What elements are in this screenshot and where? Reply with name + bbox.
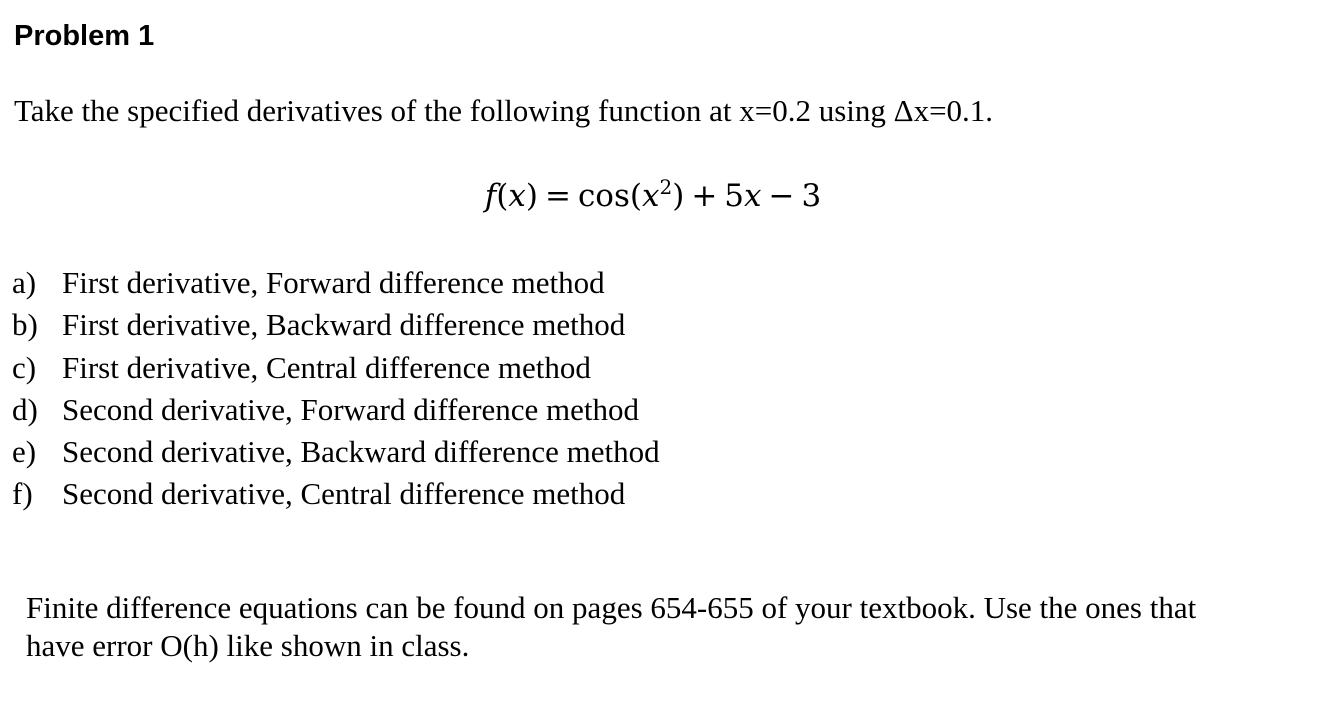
task-text: Second derivative, Central difference method [62, 476, 626, 512]
task-marker: e) [12, 434, 37, 470]
cos-function: cos [577, 178, 630, 214]
task-marker: f) [12, 476, 33, 512]
task-list [12, 262, 660, 516]
task-marker: a) [12, 265, 37, 300]
problem-intro: Take the specified derivatives of the following function at x=0.2 using Δx=0.1. [14, 93, 994, 128]
function-name: f [484, 178, 497, 214]
cos-variable: x [641, 178, 660, 214]
note-line: Finite difference equations can be found on pages 654-655 of your textbook. Use the ones that [26, 590, 1197, 625]
task-text: First derivative, Forward difference method [62, 265, 605, 300]
linear-variable: x [744, 178, 762, 214]
minus-sign: − [768, 178, 795, 214]
lhs-paren-open: ( [496, 178, 509, 214]
problem-title: Problem 1 [14, 20, 155, 52]
task-marker: d) [12, 391, 38, 427]
equation-body [485, 176, 821, 216]
task-text: First derivative, Central difference method [62, 349, 591, 385]
cos-paren-open: ( [629, 178, 642, 214]
task-item [12, 347, 660, 389]
cos-paren-close: ) [672, 178, 685, 214]
exponent: 2 [659, 175, 673, 199]
constant: 3 [801, 178, 822, 214]
task-item [12, 473, 660, 515]
lhs-variable: x [508, 178, 526, 214]
task-text: Second derivative, Forward difference method [62, 391, 640, 427]
function-equation [0, 176, 1322, 216]
coefficient: 5 [724, 178, 745, 214]
lhs-paren-close: ) [525, 178, 538, 214]
task-marker: c) [12, 349, 37, 385]
textbook-note [26, 589, 1196, 665]
task-item [12, 389, 660, 431]
task-text: Second derivative, Backward difference method [62, 434, 660, 470]
plus-sign: + [691, 178, 718, 214]
task-item [12, 431, 660, 473]
note-line: have error O(h) like shown in class. [26, 628, 470, 663]
task-marker: b) [12, 307, 38, 343]
equals-sign: = [544, 178, 571, 214]
task-text: First derivative, Backward difference method [62, 307, 626, 343]
task-item [12, 262, 660, 304]
task-item [12, 304, 660, 346]
